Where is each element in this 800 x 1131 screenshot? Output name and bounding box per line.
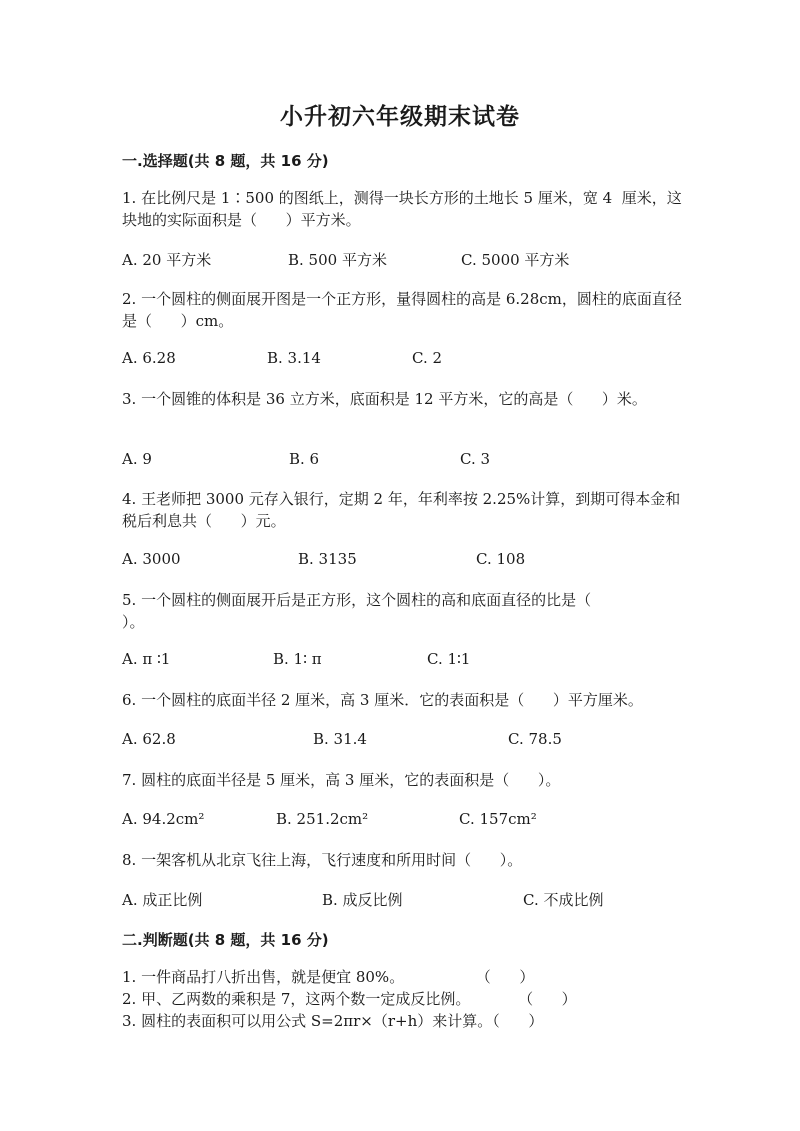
q5-option-a[interactable]: A. π ∶1 — [122, 650, 171, 668]
q8-option-c[interactable]: C. 不成比例 — [523, 891, 604, 909]
q2-option-b[interactable]: B. 3.14 — [267, 349, 321, 367]
q5-option-c[interactable]: C. 1∶1 — [427, 650, 471, 668]
question-3: 3. 一个圆锥的体积是 36 立方米，底面积是 12 平方米，它的高是（ ）米。 — [122, 390, 647, 408]
question-2: 2. 一个圆柱的侧面展开图是一个正方形，量得圆柱的高是 6.28cm，圆柱的底面直径是（ ）cm。 — [122, 290, 682, 330]
q7-option-a[interactable]: A. 94.2cm² — [122, 810, 205, 828]
question-4: 4. 王老师把 3000 元存入银行，定期 2 年，年利率按 2.25%计算，到期可得本金和税后利息共（ ）元。 — [122, 490, 681, 530]
q2-option-a[interactable]: A. 6.28 — [122, 349, 176, 367]
judge-item-1: 1. 一件商品打八折出售，就是便宜 80%。 （ ） — [122, 968, 535, 986]
q8-option-a[interactable]: A. 成正比例 — [122, 891, 203, 909]
q8-option-b[interactable]: B. 成反比例 — [322, 891, 403, 909]
q2-option-c[interactable]: C. 2 — [412, 349, 443, 367]
q4-option-a[interactable]: A. 3000 — [122, 550, 181, 568]
q1-option-a[interactable]: A. 20 平方米 — [122, 251, 212, 269]
q4-option-c[interactable]: C. 108 — [476, 550, 526, 568]
q3-option-b[interactable]: B. 6 — [289, 450, 320, 468]
q7-option-b[interactable]: B. 251.2cm² — [276, 810, 369, 828]
judge-item-3: 3. 圆柱的表面积可以用公式 S=2πr×（r+h）来计算。（ ） — [122, 1012, 544, 1030]
q6-option-b[interactable]: B. 31.4 — [313, 730, 367, 748]
q3-option-a[interactable]: A. 9 — [122, 450, 152, 468]
section-heading-judge: 二.判断题(共 8 题，共 16 分) — [122, 931, 329, 949]
q1-option-b[interactable]: B. 500 平方米 — [288, 251, 387, 269]
q3-option-c[interactable]: C. 3 — [460, 450, 491, 468]
q6-option-c[interactable]: C. 78.5 — [508, 730, 562, 748]
page-title: 小升初六年级期末试卷 — [280, 104, 520, 130]
q4-option-b[interactable]: B. 3135 — [298, 550, 357, 568]
question-1: 1. 在比例尺是 1∶500 的图纸上，测得一块长方形的土地长 5 厘米，宽 4 厘米，这块地的实际面积是（ ）平方米。 — [122, 189, 682, 229]
q5-option-b[interactable]: B. 1∶ π — [273, 650, 322, 668]
question-6: 6. 一个圆柱的底面半径 2 厘米，高 3 厘米．它的表面积是（ ）平方厘米。 — [122, 691, 643, 709]
q6-option-a[interactable]: A. 62.8 — [122, 730, 176, 748]
question-8: 8. 一架客机从北京飞往上海，飞行速度和所用时间（ ）。 — [122, 851, 523, 869]
question-5: 5. 一个圆柱的侧面展开后是正方形，这个圆柱的高和底面直径的比是（ ）。 — [122, 591, 620, 631]
section-heading-choice: 一.选择题(共 8 题，共 16 分) — [122, 152, 329, 170]
q1-option-c[interactable]: C. 5000 平方米 — [461, 251, 570, 269]
judge-item-2: 2. 甲、乙两数的乘积是 7，这两个数一定成反比例。 （ ） — [122, 990, 577, 1008]
question-7: 7. 圆柱的底面半径是 5 厘米，高 3 厘米，它的表面积是（ ）。 — [122, 771, 561, 789]
q7-option-c[interactable]: C. 157cm² — [459, 810, 537, 828]
